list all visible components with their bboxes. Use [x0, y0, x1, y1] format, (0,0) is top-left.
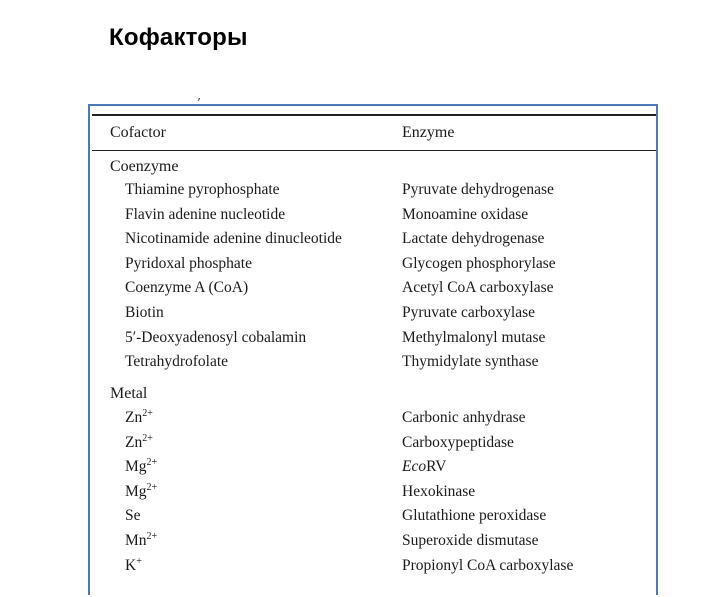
cofactor-cell: 5′-Deoxyadenosyl cobalamin [125, 328, 307, 346]
cofactor-table [92, 114, 656, 597]
stray-mark: ’ [197, 96, 201, 110]
cofactor-cell: Tetrahydrofolate [125, 353, 229, 371]
enzyme-cell: Lactate dehydrogenase [402, 230, 545, 248]
cofactor-cell: Pyridoxal phosphate [125, 254, 252, 272]
cofactor-cell: $Mg^{2+}$ [125, 481, 158, 500]
table-row [92, 230, 656, 254]
table-row [92, 304, 656, 328]
enzyme-cell: Propionyl CoA carboxylase [402, 556, 574, 574]
table-row [92, 483, 656, 507]
table-row [92, 434, 656, 458]
cofactor-cell: K+ [125, 555, 142, 574]
table-row [92, 507, 656, 531]
enzyme-cell: Thymidylate synthase [402, 353, 539, 371]
table-row [92, 181, 656, 205]
ion-charge: 2+ [146, 457, 158, 469]
enzyme-cell: Monoamine oxidase [402, 205, 529, 223]
enzyme-cell: Glycogen phosphorylase [402, 254, 556, 272]
cofactor-cell: Nicotinamide adenine dinucleotide [125, 230, 342, 248]
cofactor-cell: $Zn^{2+}$ [125, 407, 153, 426]
table-row [92, 532, 656, 556]
table-header-row [92, 116, 656, 151]
enzyme-cell: Superoxide dismutase [402, 532, 539, 549]
cofactor-cell: Thiamine pyrophosphate [125, 181, 280, 198]
enzyme-cell: Hexokinase [402, 482, 476, 500]
ion-charge: 2+ [142, 432, 153, 444]
ion-charge: 2+ [146, 530, 158, 542]
header-enzyme: Enzyme [402, 124, 455, 141]
table-row [92, 329, 656, 353]
enzyme-cell: Carbonic anhydrase [402, 409, 526, 426]
table-row [92, 279, 656, 303]
page-title: Кофакторы [109, 24, 248, 51]
cofactor-cell: Biotin [125, 304, 164, 321]
enzyme-cell: Carboxypeptidase [402, 433, 514, 451]
enzyme-cell: Pyruvate dehydrogenase [402, 181, 554, 198]
cofactor-cell: $Mn^{2+}$ [125, 530, 158, 549]
ion-charge: + [136, 555, 142, 567]
cofactor-cell: Coenzyme A (CoA) [125, 279, 249, 297]
cofactor-cell: Se [125, 507, 141, 525]
ion-charge: 2+ [142, 407, 153, 419]
table-row [92, 557, 656, 581]
enzyme-cell: EcoRV [402, 458, 447, 476]
table-row [92, 353, 656, 377]
enzyme-cell: Acetyl CoA carboxylase [402, 279, 554, 297]
cofactor-cell: $Zn^{2+}$ [125, 432, 153, 451]
section-label-metal: Metal [110, 385, 148, 402]
table-row [92, 255, 656, 279]
table-row [92, 409, 656, 433]
cofactor-cell: $Mg^{2+}$ [125, 457, 158, 476]
table-row [92, 458, 656, 482]
enzyme-cell: Pyruvate carboxylase [402, 304, 535, 321]
table-row [92, 206, 656, 230]
cofactor-cell: Flavin adenine nucleotide [125, 205, 286, 223]
enzyme-cell: Methylmalonyl mutase [402, 328, 546, 346]
ion-charge: 2+ [146, 481, 158, 493]
header-cofactor: Cofactor [110, 124, 166, 141]
section-label-coenzyme: Coenzyme [110, 158, 179, 175]
enzyme-cell: Glutathione peroxidase [402, 507, 547, 525]
